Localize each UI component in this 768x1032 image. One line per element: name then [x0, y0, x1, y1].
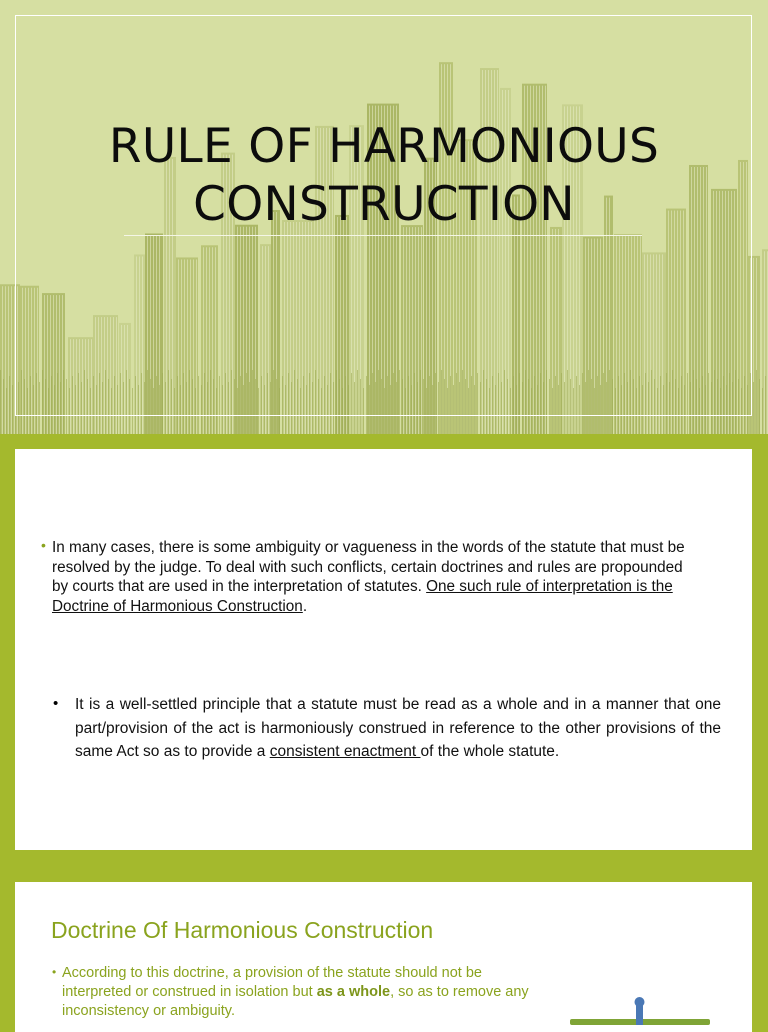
bullet-text-end: of the whole statute. — [420, 743, 560, 760]
doctrine-heading: Doctrine Of Harmonious Construction — [51, 917, 434, 943]
bullet-end: . — [302, 597, 308, 615]
bullet-text: It is a well-settled principle that a statute must be read as a whole and in a manner that one part/provision of the act is harmoniously construed in reference to the other provisions of the same Act so as to provide a — [75, 696, 721, 760]
bullet-dot-icon: • — [41, 537, 46, 553]
bullet-text: In many cases, there is some ambiguity or vagueness in the words of the statute that must be resolved by the judge. To deal with such conflicts, certain doctrines and rules are propounded by courts that are used in the interpretation of statutes. — [52, 539, 685, 595]
bullet-dot-icon: • — [53, 695, 59, 712]
bullet-text: According to this doctrine, a provision of the statute should not be interpreted or construed in isolation but — [62, 965, 482, 1000]
bullet-doctrine — [52, 964, 532, 1021]
scales-of-justice-icon — [570, 995, 720, 1025]
title-underline — [124, 235, 642, 236]
bullet-principle — [53, 693, 721, 764]
title-line-2: CONSTRUCTION — [193, 177, 575, 232]
slide-title — [40, 118, 728, 234]
content-slide — [15, 449, 752, 850]
doctrine-link-text: One such rule of interpretation is the Doctrine of Harmonious Construction — [52, 578, 673, 615]
consistent-enactment-text: consistent enactment — [269, 743, 421, 760]
title-slide — [0, 0, 768, 434]
bullet-text-end: , so as to remove any inconsistency or ambiguity. — [62, 984, 529, 1019]
bullet-dot-icon: • — [52, 965, 57, 979]
title-line-1: RULE OF HARMONIOUS — [108, 119, 660, 174]
bold-text: as a whole — [316, 984, 391, 1000]
bullet-ambiguity — [41, 537, 692, 616]
